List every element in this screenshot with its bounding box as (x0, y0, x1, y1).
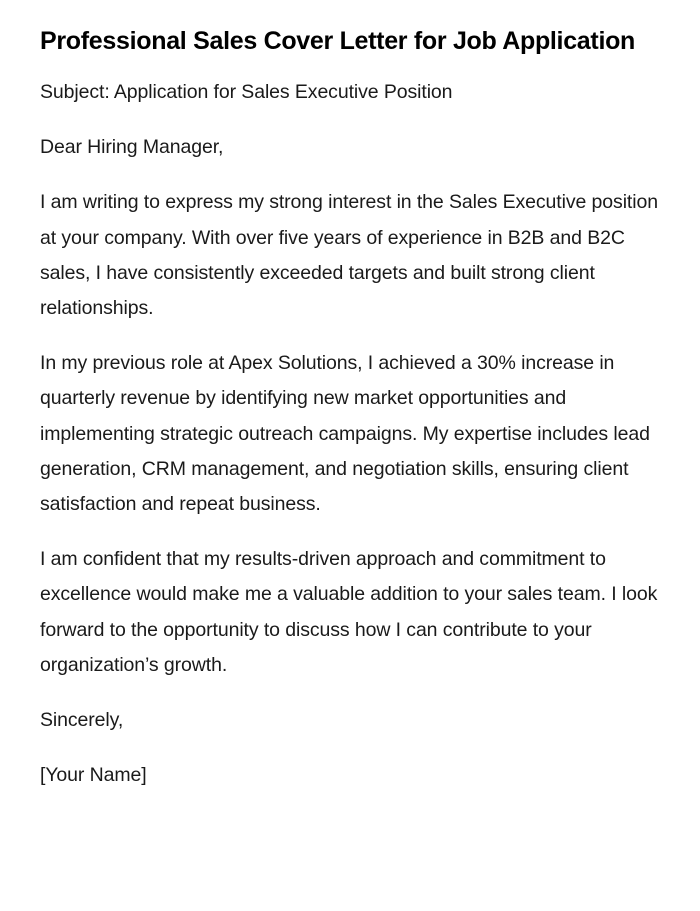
letter-closing: Sincerely, (40, 709, 124, 732)
letter-paragraph-intro: I am writing to express my strong interest in the Sales Executive position at your company. With over five years of experience in B2B and B2C sales, I have consistently exceeded targets and built strong client relationships. (40, 191, 658, 320)
letter-signature: [Your Name] (40, 764, 147, 787)
letter-subject: Subject: Application for Sales Executive Position (40, 81, 453, 103)
letter-greeting: Dear Hiring Manager, (40, 136, 224, 159)
letter-title: Professional Sales Cover Letter for Job Application (40, 27, 636, 55)
letter-paragraph-conclusion: I am confident that my results-driven approach and commitment to excellence would make me a valuable addition to your sales team. I look forward to the opportunity to discuss how I can contribute to your organization’s growth. (40, 548, 658, 676)
letter-paragraph-experience: In my previous role at Apex Solutions, I achieved a 30% increase in quarterly revenue by identifying new market opportunities and implementing strategic outreach campaigns. My expertise includes lead generation, CRM management, and negotiation skills, ensuring client satisfaction and repeat business. (40, 352, 650, 516)
